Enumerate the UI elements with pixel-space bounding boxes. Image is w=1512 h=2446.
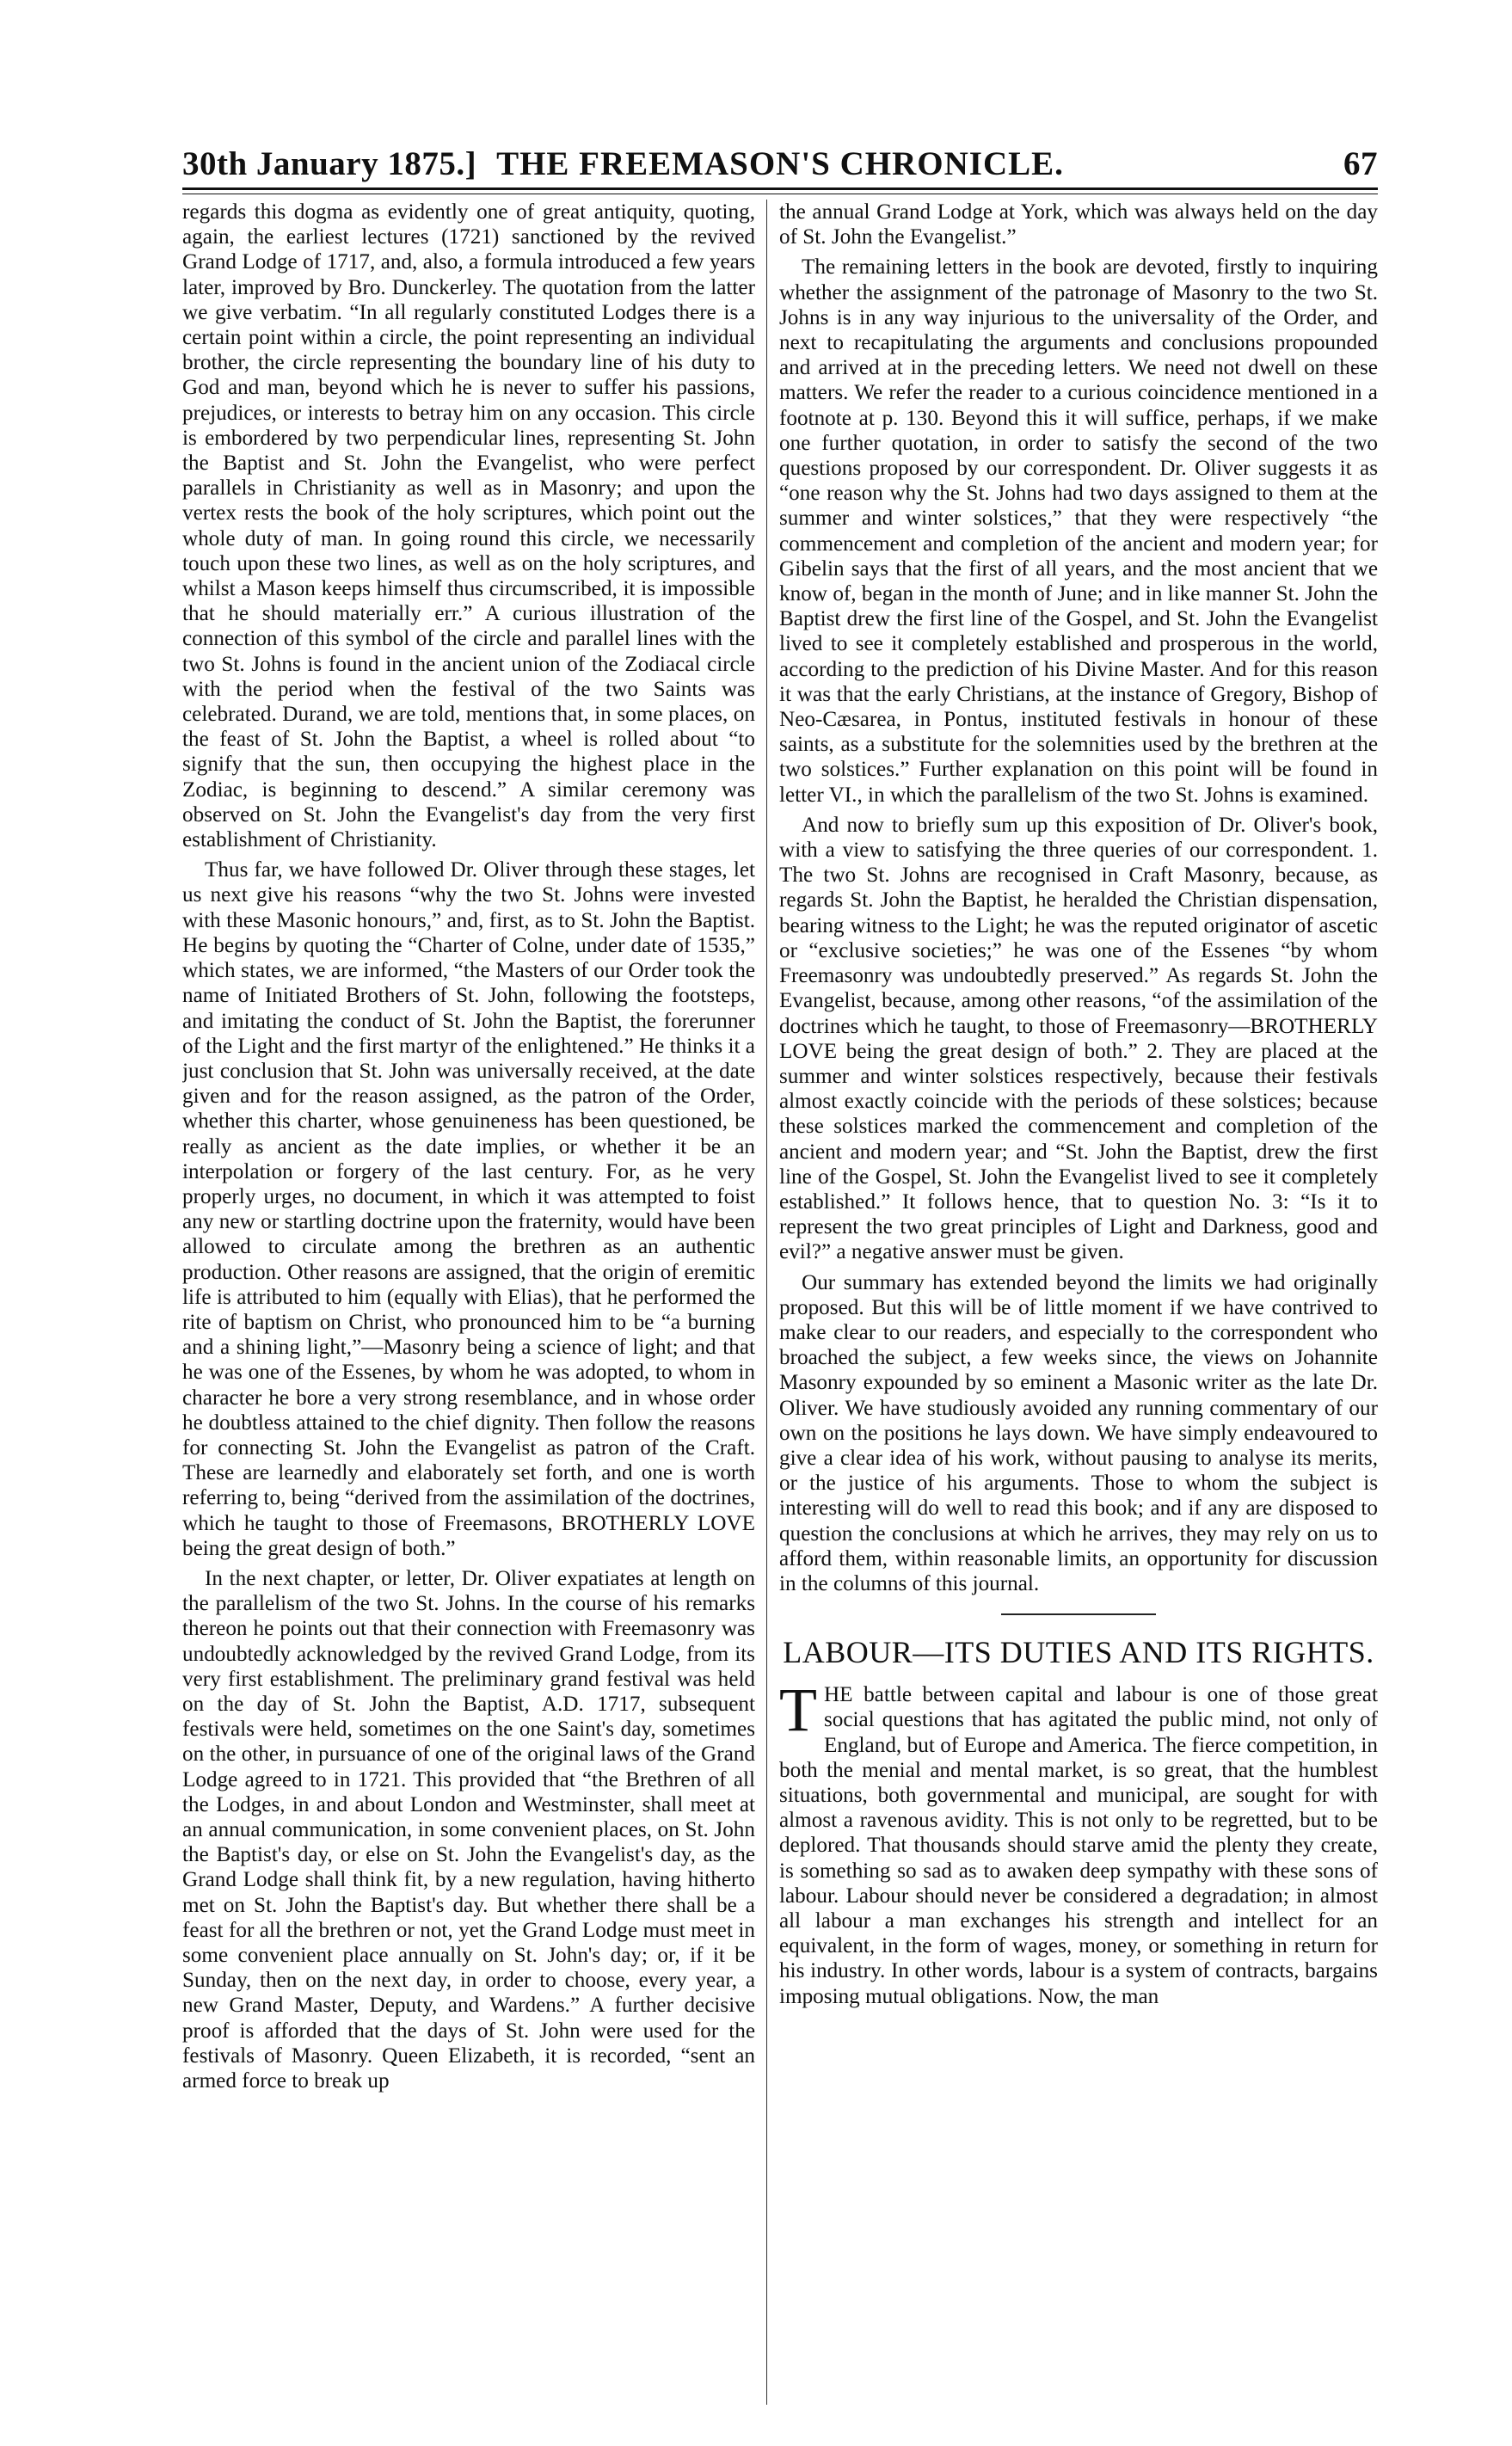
- masthead-title: THE FREEMASON'S CHRONICLE.: [496, 145, 1064, 182]
- section-paragraph-text: HE battle between capital and labour is one of those great social questions that has agitated the public mind, not only of England, but of Europe and America. The fierce competition, in both the menial and mental market, is so great, that the humblest situations, both governmental and municipal, are sought for with almost a ravenous avidity. This is not only to be regretted, but to be deplored. That thousands should starve amid the plenty they create, is something so sad as to awaken deep sympathy with these sons of labour. Labour should never be considered a degradation; in almost all labour a man exchanges his strength and intellect for an equivalent, in the form of wages, money, or something in return for his industry. In other words, labour is a system of contracts, bargains imposing mutual obligations. Now, the man: [779, 1683, 1378, 2008]
- section-divider: [1001, 1613, 1156, 1615]
- page-header: [182, 136, 1378, 193]
- article-paragraph: In the next chapter, or letter, Dr. Oliver expatiates at length on the parallelism of the two St. Johns. In the course of his remarks thereon he points out that their connection with Freemasonry was undoubtedly acknowledged by the revived Grand Lodge, from its very first establishment. The preliminary grand festival was held on the day of St. John the Baptist, A.D. 1717, subsequent festivals were held, sometimes on the one Saint's day, sometimes on the other, in pursuance of one of the original laws of the Grand Lodge agreed to in 1721. This provided that “the Brethren of all the Lodges, in and about London and Westminster, shall meet at an annual communication, in some convenient places, on St. John the Baptist's day, or else on St. John the Evangelist's day, as the Grand Lodge shall think fit, by a new regulation, having hitherto met on St. John the Baptist's day. But whether there shall be a feast for all the brethren or not, yet the Grand Lodge must meet in some convenient place annually on St. John's day; or, if it be Sunday, then on the next day, in order to choose, every year, a new Grand Master, Deputy, and Wardens.” A further decisive proof is afforded that the days of St. John were used for the festivals of Masonry. Queen Elizabeth, it is recorded, “sent an armed force to break up: [182, 1566, 755, 2093]
- drop-cap: T: [779, 1675, 817, 1745]
- section-heading: LABOUR—ITS DUTIES AND ITS RIGHTS.: [783, 1635, 1374, 1670]
- article-paragraph: regards this dogma as evidently one of great antiquity, quoting, again, the earliest lectures (1721) sanctioned by the revived Grand Lodge of 1717, and, also, a formula introduced a few years later, improved by Bro. Dunckerley. The quotation from the latter we give verbatim. “In all regularly constituted Lodges there is a certain point within a circle, the point representing an individual brother, the circle representing the boundary line of his duty to God and man, beyond which he is never to suffer his passions, prejudices, or interests to betray him on any occasion. This circle is embordered by two perpendicular lines, representing St. John the Baptist and St. John the Evangelist, who were perfect parallels in Christianity as well as in Masonry; and upon the vertex rests the book of the holy scriptures, which point out the whole duty of man. In going round this circle, we necessarily touch upon these two lines, as well as on the holy scriptures, and whilst a Mason keeps himself thus circumscribed, it is impossible that he should materially err.” A curious illustration of the connection of this symbol of the circle and parallel lines with the two St. Johns is found in the ancient union of the Zodiacal circle with the period when the festival of the two Saints was celebrated. Durand, we are told, mentions that, in some places, on the feast of St. John the Baptist, a wheel is rolled about “to signify that the sun, then occupying the highest place in the Zodiac, is beginning to descend.” A similar ceremony was observed on St. John the Evangelist's day from the very first establishment of Christianity.: [182, 200, 755, 852]
- article-paragraph: the annual Grand Lodge at York, which was always held on the day of St. John the Evangelist.”: [779, 200, 1378, 249]
- header-rule: [182, 187, 1378, 190]
- column-divider: [766, 200, 767, 2405]
- right-column: [779, 200, 1378, 2405]
- page-number: 67: [1343, 145, 1378, 182]
- section-paragraph: [779, 1675, 1378, 2009]
- article-paragraph: And now to briefly sum up this exposition of Dr. Oliver's book, with a view to satisfying the three queries of our correspondent. 1. The two St. Johns are recognised in Craft Masonry, because, as regards St. John the Baptist, he heralded the Christian dispensation, bearing witness to the Light; he was the reputed originator of ascetic or “exclusive societies;” he was one of the Essenes “by whom Freemasonry was undoubtedly preserved.” As regards St. John the Evangelist, because, among other reasons, “of the assimilation of the doctrines which he taught, to those of Freemasonry—BROTHERLY LOVE being the great design of both.” 2. They are placed at the summer and winter solstices respectively, because their festivals almost exactly coincide with the periods of these solstices; because these solstices marked the commencement and completion of the ancient and modern year; and “St. John the Baptist, drew the first line of the Gospel, St. John the Evangelist lived to see it completely established.” It follows hence, that to question No. 3: “Is it to represent the two great principles of Light and Darkness, good and evil?” a negative answer must be given.: [779, 813, 1378, 1264]
- issue-date: 30th January 1875.]: [182, 145, 477, 182]
- article-paragraph: Thus far, we have followed Dr. Oliver through these stages, let us next give his reasons “why the two St. Johns were invested with these Masonic honours,” and, first, as to St. John the Baptist. He begins by quoting the “Charter of Colne, under date of 1535,” which states, we are informed, “the Masters of our Order took the name of Initiated Brothers of St. John, following the footsteps, and imitating the conduct of St. John the Baptist, the forerunner of the Light and the first martyr of the enlightened.” He thinks it a just conclusion that St. John was universally received, at the date given and for the reason assigned, as the patron of the Order, whether this charter, whose genuineness has been questioned, be really as ancient as the date implies, or whether it be an interpolation or forgery of the last century. For, as he very properly urges, no document, in which it was attempted to foist any new or startling doctrine upon the fraternity, would have been allowed to circulate among the brethren as an authentic production. Other reasons are assigned, that the origin of eremitic life is attributed to him (equally with Elias), that he performed the rite of baptism on Christ, who pronounced him to be “a burning and a shining light,”—Masonry being a science of light; and that he was one of the Essenes, by whom he was adopted, to whom in character he bore a very strong resemblance, and in whose order he doubtless attained to the chief dignity. Then follow the reasons for connecting St. John the Evangelist as patron of the Craft. These are learnedly and elaborately set forth, and one is worth referring to, being “derived from the assimilation of the doctrines, which he taught to those of Freemasons, BROTHERLY LOVE being the great design of both.”: [182, 858, 755, 1560]
- article-paragraph: Our summary has extended beyond the limits we had originally proposed. But this will be of little moment if we have contrived to make clear to our readers, and especially to the correspondent who broached the subject, a few weeks since, the views on Johannite Masonry expounded by so eminent a Masonic writer as the late Dr. Oliver. We have studiously avoided any running commentary of our own on the positions he lays down. We have simply endeavoured to give a clear idea of his work, without pausing to analyse its merits, or the justice of his arguments. Those to whom the subject is interesting will do well to read this book; and if any are disposed to question the conclusions at which he arrives, they may rely on us to afford them, within reasonable limits, an opportunity for discussion in the columns of this journal.: [779, 1270, 1378, 1595]
- left-column: [182, 200, 755, 2405]
- article-paragraph: The remaining letters in the book are devoted, firstly to inquiring whether the assignment of the patronage of Masonry to the two St. Johns is in any way injurious to the universality of the Order, and next to recapitulating the arguments and conclusions propounded and arrived at in the preceding letters. We need not dwell on these matters. We refer the reader to a curious coincidence mentioned in a footnote at p. 130. Beyond this it will suffice, perhaps, if we make one further quotation, in order to satisfy the second of the two questions proposed by our correspondent. Dr. Oliver suggests it as “one reason why the St. Johns had two days assigned to them at the summer and winter solstices,” that they were respectively “the commencement and completion of the ancient and modern year; for Gibelin says that the first of all years, and the most ancient that we know of, began in the month of June; and in like manner St. John the Baptist drew the first line of the Gospel, and St. John the Evangelist lived to see it completely established and prosperous in the world, according to the prediction of his Divine Master. And for this reason it was that the early Christians, at the instance of Gregory, Bishop of Neo-Cæsarea, in Pontus, instituted festivals in honour of these saints, as a substitute for the solemnities used by the brethren at the two solstices.” Further explanation on this point will be found in letter VI., in which the parallelism of the two St. Johns is examined.: [779, 255, 1378, 807]
